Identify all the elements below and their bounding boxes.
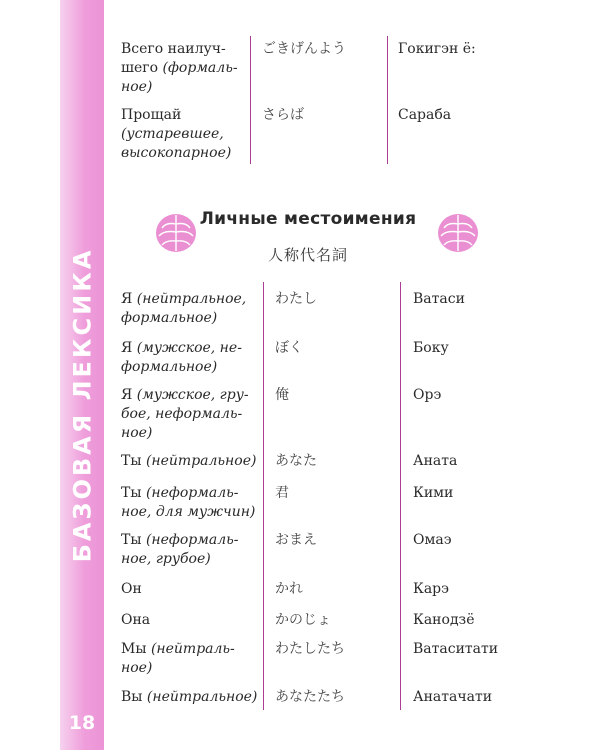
column-divider bbox=[387, 36, 388, 164]
reading: Боку bbox=[413, 340, 449, 356]
japanese-term: あなた bbox=[275, 453, 317, 469]
reading: Омаэ bbox=[413, 532, 452, 548]
russian-term: Всего наилуч- шего (формаль- ное) bbox=[121, 41, 238, 95]
page-number: 18 bbox=[68, 712, 96, 734]
reading: Карэ bbox=[413, 581, 449, 597]
russian-term: Я (мужское, гру- бое, неформаль- ное) bbox=[121, 387, 249, 441]
japanese-term: あなたたち bbox=[275, 689, 345, 705]
reading: Ватаси bbox=[413, 291, 465, 307]
russian-term: Ты (нейтральное) bbox=[121, 453, 257, 469]
reading: Орэ bbox=[413, 387, 442, 403]
reading: Аната bbox=[413, 453, 458, 469]
japanese-term: ごきげんよう bbox=[262, 41, 346, 57]
section-title: Личные местоимения bbox=[199, 209, 417, 229]
reading: Кими bbox=[413, 485, 454, 501]
japanese-term: わたし bbox=[275, 291, 317, 307]
reading: Гокигэн ё: bbox=[398, 41, 476, 57]
reading: Анатачати bbox=[413, 689, 493, 705]
russian-term: Она bbox=[121, 612, 151, 628]
russian-term: Прощай (устаревшее, высокопарное) bbox=[121, 107, 232, 161]
reading: Ватаситати bbox=[413, 641, 499, 657]
reading: Канодзё bbox=[413, 612, 475, 628]
russian-term: Он bbox=[121, 581, 142, 597]
japanese-term: さらば bbox=[262, 107, 304, 123]
japanese-term: かれ bbox=[275, 581, 303, 597]
section-subtitle: 人称代名詞 bbox=[267, 246, 348, 264]
japanese-term: かのじょ bbox=[275, 612, 331, 628]
russian-term: Мы (нейтраль- ное) bbox=[121, 641, 235, 676]
russian-term: Я (нейтральное, формальное) bbox=[121, 291, 247, 326]
japanese-term: 俺 bbox=[275, 387, 289, 403]
japanese-term: 君 bbox=[275, 485, 289, 501]
column-divider bbox=[400, 282, 401, 710]
side-title: БАЗОВАЯ ЛЕКСИКА bbox=[68, 247, 97, 563]
column-divider bbox=[250, 36, 251, 164]
reading: Сараба bbox=[398, 107, 452, 123]
russian-term: Я (мужское, не- формальное) bbox=[121, 340, 242, 375]
japanese-term: おまえ bbox=[275, 532, 317, 548]
column-divider bbox=[263, 282, 264, 710]
russian-term: Ты (неформаль- ное, грубое) bbox=[121, 532, 239, 567]
japanese-term: ぼく bbox=[275, 340, 303, 356]
russian-term: Вы (нейтральное) bbox=[121, 689, 258, 705]
russian-term: Ты (неформаль- ное, для мужчин) bbox=[121, 485, 256, 520]
japanese-term: わたしたち bbox=[275, 641, 345, 657]
